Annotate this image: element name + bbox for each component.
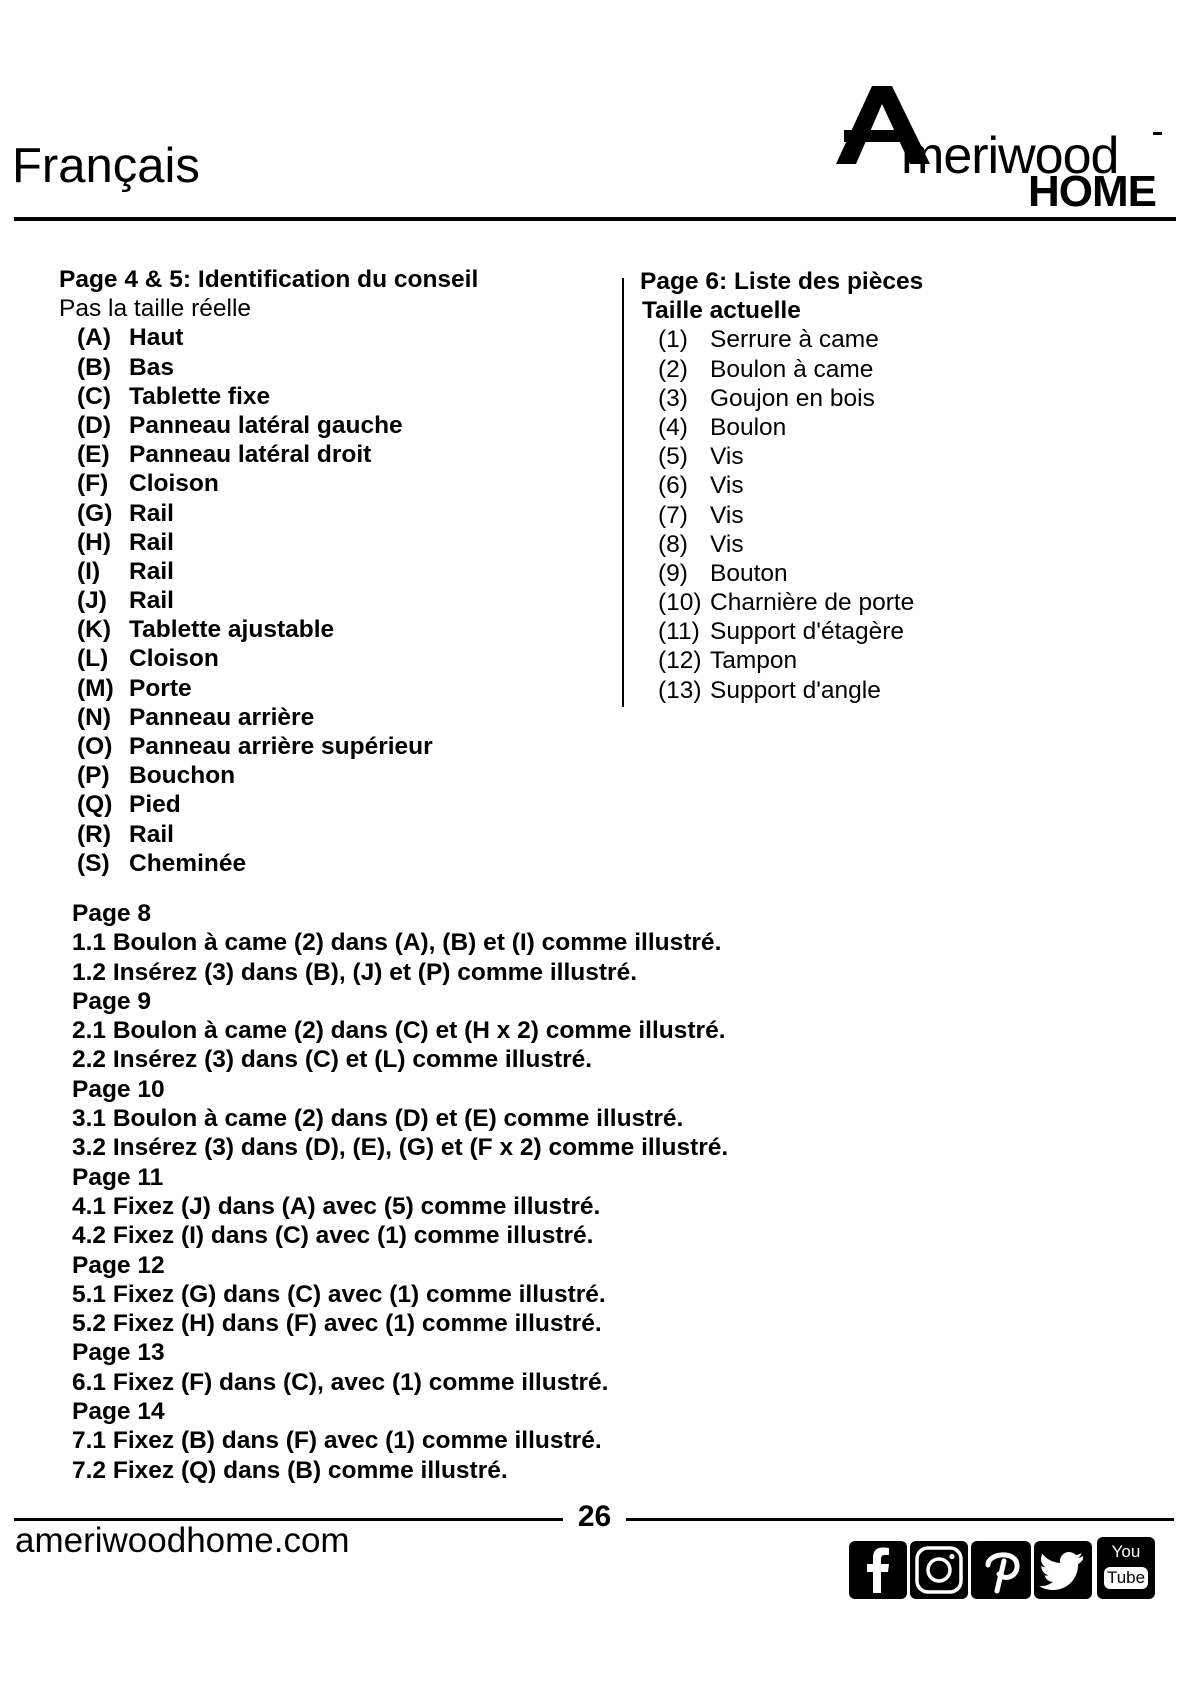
list-item [640,325,923,354]
item-code: (M) [77,674,114,702]
logo-home: HOME [1028,167,1156,216]
item-code: (G) [77,499,113,527]
item-code: (9) [658,559,688,587]
item-label: Cheminée [129,849,247,877]
board-list [59,323,478,878]
item-code: (8) [658,530,688,558]
list-item [59,499,478,528]
item-code: (7) [658,501,688,529]
list-item [640,559,923,588]
item-label: Panneau latéral droit [129,441,372,469]
logo-wordmark: meriwood [901,127,1119,185]
item-label: Vis [710,530,744,558]
item-label: Charnière de porte [710,589,915,617]
step-page-heading: Page 8 [72,900,151,927]
item-code: (O) [77,733,113,760]
step-instruction: 1.2 Insérez (3) dans (B), (J) et (P) comme illustré. [72,958,638,986]
list-item [640,646,923,675]
step-instruction: 5.2 Fixez (H) dans (F) avec (1) comme illustré. [72,1310,602,1338]
youtube-icon-label-bottom: Tube [1106,1568,1146,1587]
header-rule [14,217,1176,221]
page-number: 26 [577,1500,612,1533]
item-code: (J) [77,587,107,615]
step-page-heading: Page 11 [72,1163,164,1191]
list-item [640,471,923,500]
step-page-heading: Page 10 [72,1075,165,1103]
list-item [640,413,923,442]
item-code: (1) [658,326,688,354]
item-code: (S) [77,849,110,877]
list-item [59,382,478,411]
item-label: Panneau arrière supérieur [129,733,433,760]
item-label: Haut [129,324,184,352]
step-instruction: 2.1 Boulon à came (2) dans (C) et (H x 2) comme illustré. [72,1017,726,1045]
item-code: (4) [658,413,688,441]
list-item [59,732,478,761]
list-item [59,820,478,849]
item-code: (L) [77,645,109,673]
youtube-icon-label-top: You [1111,1542,1141,1561]
footer-rule-right [626,1518,1174,1521]
list-item [59,761,478,790]
step-instruction: 5.1 Fixez (G) dans (C) avec (1) comme illustré. [72,1280,606,1308]
item-label: Bouchon [129,762,236,790]
list-item [59,644,478,673]
item-label: Boulon à came [710,355,874,383]
section-subtitle: Taille actuelle [642,297,801,325]
item-label: Rail [129,499,174,527]
list-item [640,442,923,471]
item-code: (F) [77,470,109,498]
list-item [59,703,478,732]
item-label: Rail [129,557,174,585]
list-item [640,617,923,646]
item-label: Panneau arrière [129,703,315,731]
step-page-heading: Page 12 [72,1251,165,1279]
list-item [59,557,478,586]
instagram-icon[interactable] [910,1541,968,1599]
item-code: (P) [77,762,110,790]
section-subtitle: Pas la taille réelle [59,295,252,323]
list-item [59,353,478,382]
item-label: Vis [710,501,744,529]
item-label: Rail [129,528,174,556]
item-code: (K) [77,616,112,644]
item-code: (10) [658,589,702,617]
website-link[interactable]: ameriwoodhome.com [15,1521,350,1560]
list-item [59,528,478,557]
step-instruction: 7.2 Fixez (Q) dans (B) comme illustré. [72,1456,508,1484]
step-instruction: 3.1 Boulon à came (2) dans (D) et (E) comme illustré. [72,1105,684,1133]
list-item [59,674,478,703]
item-label: Panneau latéral gauche [129,411,403,439]
step-instruction: 1.1 Boulon à came (2) dans (A), (B) et (I) comme illustré. [72,929,722,957]
item-code: (Q) [77,791,113,819]
list-item [640,676,923,705]
item-label: Vis [710,443,744,471]
language-title: Français [12,139,200,193]
list-item [59,790,478,819]
item-code: (C) [77,382,112,410]
list-item [640,355,923,384]
item-code: (11) [658,618,700,646]
step-page-heading: Page 9 [72,987,151,1015]
item-label: Cloison [129,470,219,498]
item-code: (E) [77,441,110,469]
step-page-heading: Page 14 [72,1398,165,1426]
item-label: Tablette fixe [129,382,271,410]
item-code: (D) [77,411,112,439]
assembly-steps [72,899,728,1485]
section-title: Page 4 & 5: Identification du conseil [59,266,479,293]
item-code: (2) [658,355,688,383]
list-item [59,440,478,469]
item-label: Tampon [710,647,798,675]
list-item [59,586,478,615]
ameriwood-home-logo [830,86,1160,214]
facebook-icon[interactable] [849,1541,907,1599]
item-code: (R) [77,820,112,848]
list-item [59,411,478,440]
list-item [640,588,923,617]
item-label: Vis [710,472,744,500]
list-item [640,384,923,413]
item-label: Rail [129,587,174,615]
step-instruction: 3.2 Insérez (3) dans (D), (E), (G) et (F x 2) comme illustré. [72,1134,729,1162]
item-code: (A) [77,324,112,352]
parts-list [640,325,923,704]
item-label: Boulon [710,413,787,441]
item-code: (N) [77,703,112,731]
item-label: Serrure à came [710,326,879,354]
step-instruction: 4.2 Fixez (I) dans (C) avec (1) comme illustré. [72,1222,594,1250]
item-label: Bouton [710,559,788,587]
item-label: Cloison [129,645,219,673]
list-item [59,469,478,498]
item-label: Pied [129,791,181,819]
twitter-icon[interactable] [1034,1541,1092,1599]
item-label: Porte [129,674,192,702]
item-label: Support d'étagère [710,618,905,646]
section-title: Page 6: Liste des pièces [640,268,924,295]
youtube-icon[interactable] [1097,1537,1155,1599]
list-item [640,530,923,559]
column-divider [622,278,624,707]
item-code: (13) [658,676,702,704]
step-instruction: 2.2 Insérez (3) dans (C) et (L) comme illustré. [72,1046,593,1074]
step-page-heading: Page 13 [72,1339,165,1367]
pinterest-icon[interactable] [971,1541,1031,1599]
list-item [59,323,478,352]
item-label: Support d'angle [710,676,881,704]
board-identification-section [59,265,478,878]
item-code: (B) [77,353,112,381]
item-label: Goujon en bois [710,384,875,412]
item-label: Tablette ajustable [129,616,335,644]
step-instruction: 6.1 Fixez (F) dans (C), avec (1) comme illustré. [72,1368,609,1396]
item-label: Rail [129,820,174,848]
item-code: (5) [658,443,688,471]
parts-list-section [640,267,923,705]
item-code: (12) [658,647,702,675]
item-code: (I) [77,557,101,585]
list-item [59,849,478,878]
logo-trademark-mark [1153,132,1162,135]
item-label: Bas [129,353,174,381]
item-code: (3) [658,384,688,412]
list-item [59,615,478,644]
item-code: (6) [658,472,688,500]
list-item [640,501,923,530]
step-instruction: 7.1 Fixez (B) dans (F) avec (1) comme illustré. [72,1427,602,1455]
item-code: (H) [77,528,112,556]
step-instruction: 4.1 Fixez (J) dans (A) avec (5) comme illustré. [72,1192,601,1220]
